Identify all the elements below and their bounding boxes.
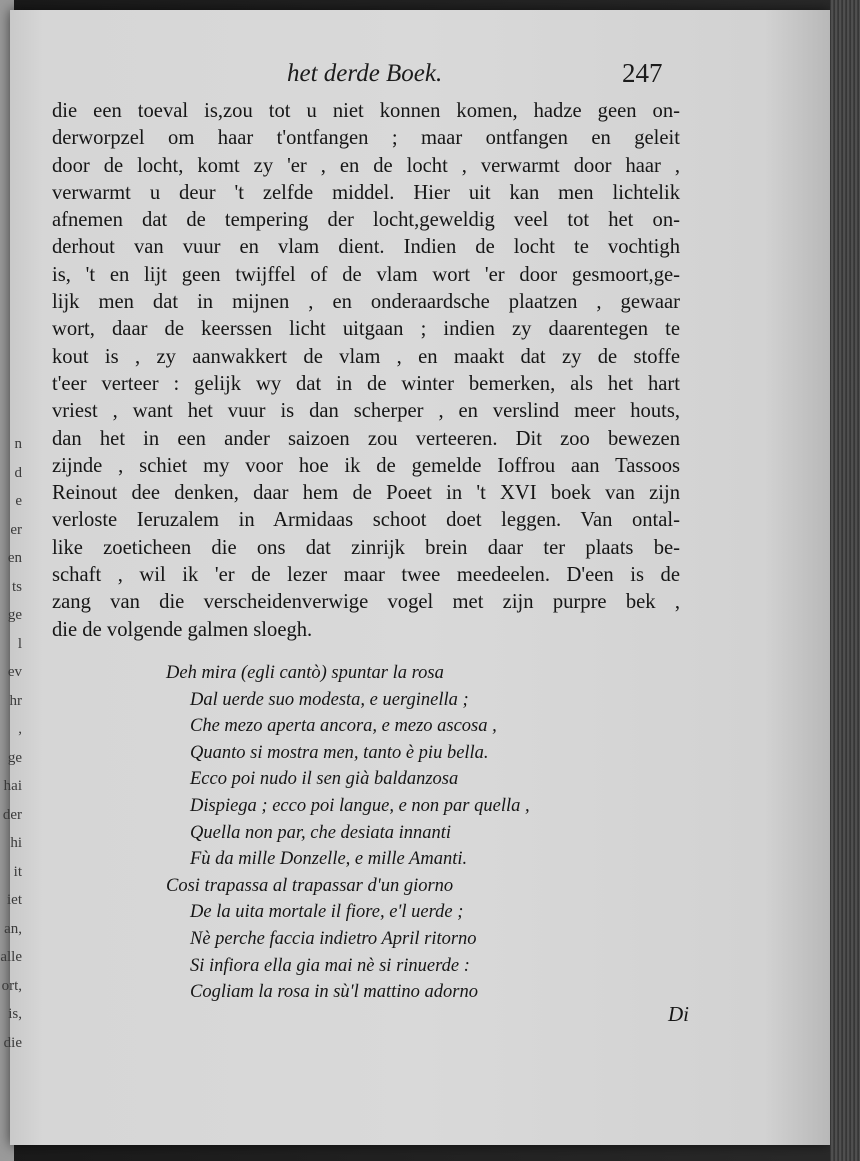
verse-line: Quella non par, che desiata innanti xyxy=(190,822,452,843)
text-line: wort, daar de keerssen licht uitgaan ; indien zy daarentegen te xyxy=(52,318,680,341)
text-line: die de volgende galmen sloegh. xyxy=(52,618,313,641)
text-line: die een toeval is,zou tot u niet konnen komen, hadze geen on- xyxy=(52,100,680,122)
verse-line: Quanto si mostra men, tanto è piu bella. xyxy=(190,742,489,763)
verse-line: Dispiega ; ecco poi langue, e non par quella , xyxy=(190,795,530,816)
text-line: vriest , want het vuur is dan scherper , en verslind meer houts, xyxy=(52,400,680,423)
text-line: dan het in een ander saizoen zou verteeren. Dit zoo bewezen xyxy=(52,427,680,450)
text-line: derhout van vuur en vlam dient. Indien de locht te vochtigh xyxy=(52,236,680,259)
verse-line: De la uita mortale il fiore, e'l uerde ; xyxy=(190,902,464,923)
text-line: like zoeticheen die ons dat zinrijk brein daar ter plaats be- xyxy=(52,536,680,559)
running-head: het derde Boek. xyxy=(287,60,443,87)
verse-line: Che mezo aperta ancora, e mezo ascosa , xyxy=(190,716,497,737)
text-line: derworpzel om haar t'ontfangen ; maar ontfangen en geleit xyxy=(52,127,680,150)
verse-line: Cogliam la rosa in sù'l mattino adorno xyxy=(190,982,478,1003)
text-line: kout is , zy aanwakkert de vlam , en maakt dat zy de stoffe xyxy=(52,345,680,368)
text-line: is, 't en lijt geen twijffel of de vlam wort 'er door gesmoort,ge- xyxy=(52,263,680,286)
text-line: schaft , wil ik 'er de lezer maar twee meedeelen. D'een is de xyxy=(52,564,680,587)
verse-line: Cosi trapassa al trapassar d'un giorno xyxy=(166,875,454,896)
page-number: 247 xyxy=(622,58,663,88)
text-line: verwarmt u deur 't zelfde middel. Hier uit kan men lichtelik xyxy=(52,181,680,204)
italian-verse xyxy=(0,660,760,1006)
verse-line: Fù da mille Donzelle, e mille Amanti. xyxy=(190,849,468,870)
verse-line: Ecco poi nudo il sen già baldanzosa xyxy=(190,769,459,790)
verse-line: Deh mira (egli cantò) spuntar la rosa xyxy=(166,663,444,683)
text-line: t'eer verteer : gelijk wy dat in de winter bemerken, als het hart xyxy=(52,372,680,395)
verse-line: Dal uerde suo modesta, e uerginella ; xyxy=(190,689,469,710)
text-line: door de locht, komt zy 'er , en de locht , verwarmt door haar , xyxy=(52,154,680,177)
text-line: lijk men dat in mijnen , en onderaardsche plaatzen , gewaar xyxy=(52,291,680,314)
text-line: verloste Ieruzalem in Armidaas schoot doet leggen. Van ontal- xyxy=(52,509,680,532)
text-line: Reinout dee denken, daar hem de Poeet in 't XVI boek van zijn xyxy=(52,482,680,505)
text-line: zijnde , schiet my voor hoe ik de gemelde Ioffrou aan Tassoos xyxy=(52,454,680,477)
facing-page-fragments: n d e er en ts ge l ev hr , ge hai der hi it iet an, alle ort, is, die xyxy=(0,436,22,1051)
text-line: afnemen dat de tempering der locht,geweldig veel tot het on- xyxy=(52,209,680,232)
page-block-edges xyxy=(830,0,860,1161)
body-text xyxy=(52,98,680,644)
text-line: zang van die verscheidenverwige vogel met zijn purpre bek , xyxy=(52,591,680,614)
catchword: Di xyxy=(668,1002,689,1026)
verse-line: Si infiora ella gia mai nè si rinuerde : xyxy=(190,955,470,976)
verse-line: Nè perche faccia indietro April ritorno xyxy=(190,928,477,949)
